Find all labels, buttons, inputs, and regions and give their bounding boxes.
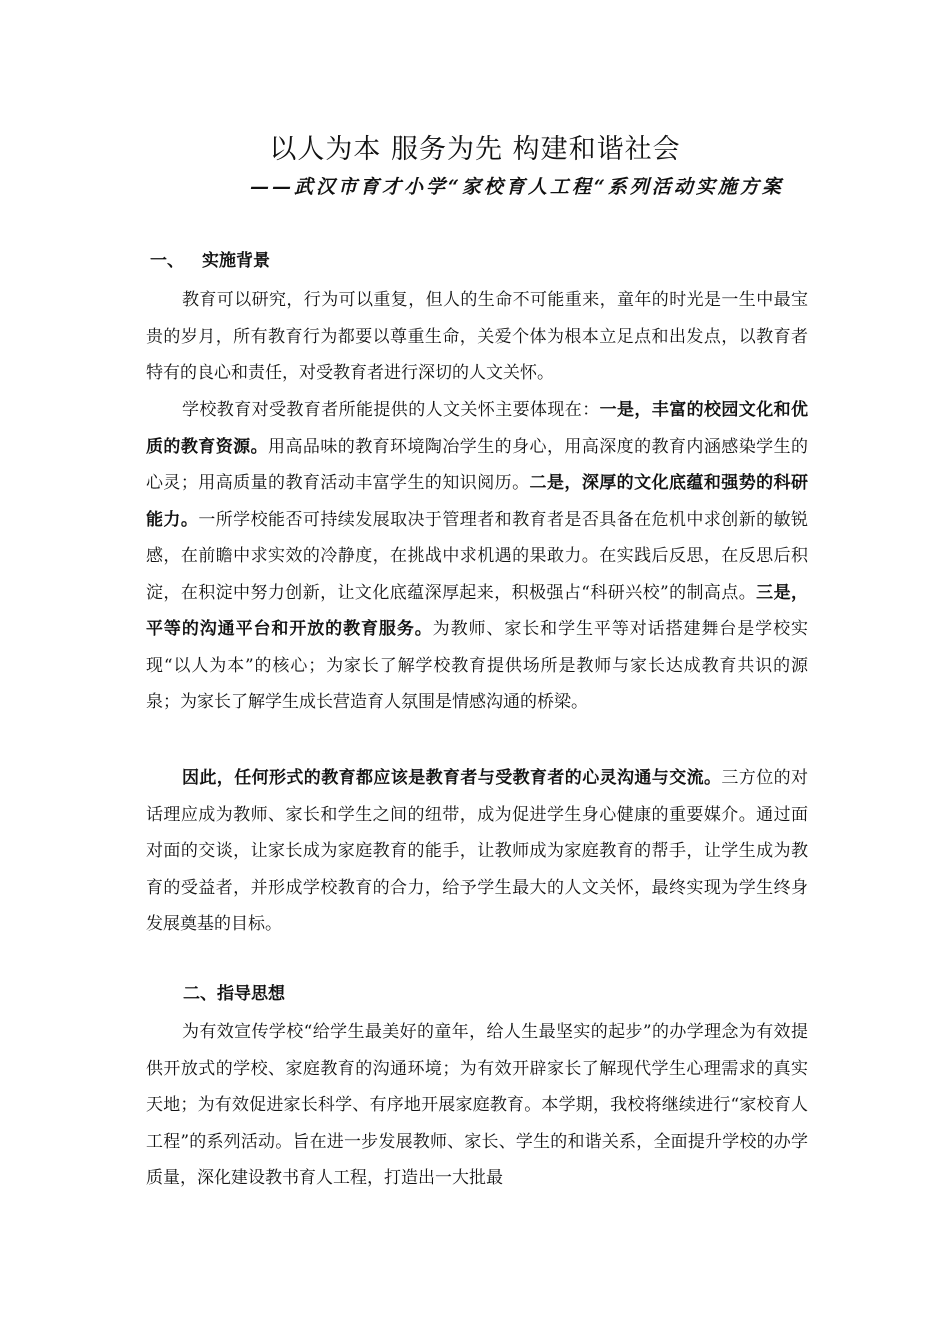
section-1-paragraph-1: 教育可以研究，行为可以重复，但人的生命不可能重来，童年的时光是一生中最宝贵的岁月，所有教育行为都要以尊重生命，关爱个体为根本立足点和出发点，以教育者特有的良心和责任，对受教育者进行深切的人文关怀。	[146, 290, 808, 383]
section-2-heading: 二、指导思想	[183, 984, 285, 1004]
section-1-title: 实施背景	[202, 251, 270, 271]
emphasis-text: 二是，深厚的文化底蕴和强势的科研能力。	[146, 473, 809, 530]
emphasis-text: 因此，任何形式的教育都应该是教育者与受教育者的心灵沟通与交流。	[182, 768, 722, 788]
document-title: 以人为本 服务为先 构建和谐社会	[269, 134, 681, 165]
section-1-number: 一、	[150, 251, 184, 271]
section-2-paragraph-1: 为有效宣传学校“给学生最美好的童年，给人生最坚实的起步”的办学理念为有效提供开放式的学校、家庭教育的沟通环境；为有效开辟家长了解现代学生心理需求的真实天地；为有效促进家长科学、有序地开展家庭教育。本学期，我校将继续进行“家校育人工程”的系列活动。旨在进一步发展教师、家长、学生的和谐关系，全面提升学校的办学质量，深化建设教书育人工程，打造出一大批最	[146, 1022, 808, 1188]
paragraph-text: 学校教育对受教育者所能提供的人文关怀主要体现在：	[182, 400, 600, 420]
paragraph-text: 为教师、家长和学生平等对话搭建舞台是学校实现“以人为本”的核心；为家长了解学校教育提供场所是教师与家长达成教育共识的源泉；为家长了解学生成长营造育人氛围是情感沟通的桥梁。	[146, 619, 809, 712]
section-1-paragraph-2	[146, 392, 808, 721]
section-1-heading	[150, 247, 270, 275]
emphasis-text: 三是，平等的沟通平台和开放的教育服务。	[146, 582, 808, 639]
paragraph-text: 用高品味的教育环境陶冶学生的身心，用高深度的教育内涵感染学生的心灵；用高质量的教育活动丰富学生的知识阅历。	[146, 436, 809, 493]
section-1-paragraph-3	[146, 760, 808, 943]
emphasis-text: 一是，丰富的校园文化和优质的教育资源。	[146, 400, 809, 457]
paragraph-text: 三方位的对话理应成为教师、家长和学生之间的纽带，成为促进学生身心健康的重要媒介。通过面对面的交谈，让家长成为家庭教育的能手，让教师成为家庭教育的帮手，让学生成为教育的受益者，并形成学校教育的合力，给予学生最大的人文关怀，最终实现为学生终身发展奠基的目标。	[146, 768, 809, 934]
document-subtitle: ——武汉市育才小学“家校育人工程“系列活动实施方案	[250, 176, 784, 198]
paragraph-text: 一所学校能否可持续发展取决于管理者和教育者是否具备在危机中求创新的敏锐感，在前瞻中求实效的冷静度，在挑战中求机遇的果敢力。在实践后反思，在反思后积淀，在积淀中努力创新，让文化底蕴深厚起来，积极强占“科研兴校”的制高点。	[146, 509, 809, 603]
